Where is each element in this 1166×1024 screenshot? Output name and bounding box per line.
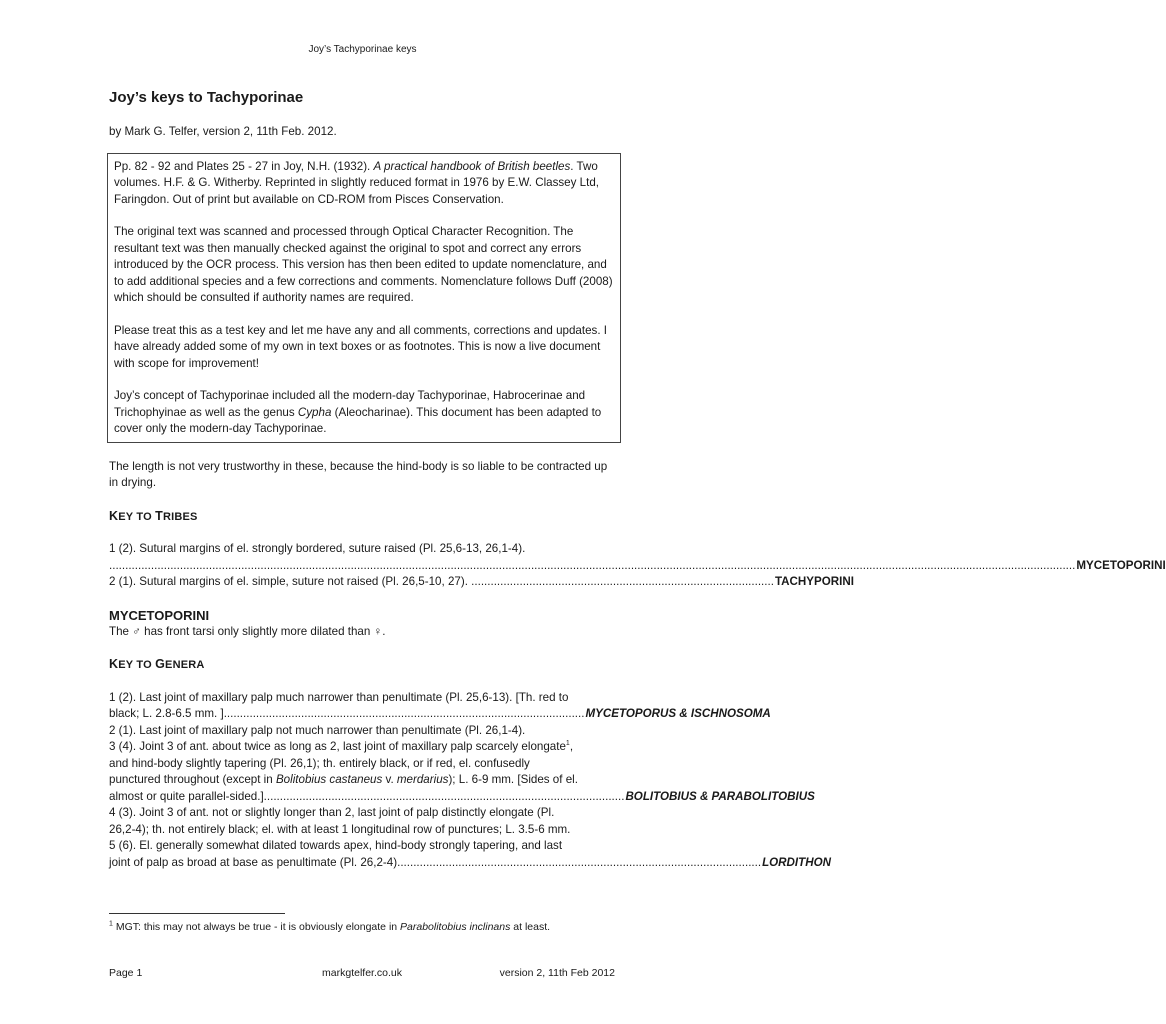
heading-cap: G [155, 657, 166, 671]
footer-version: version 2, 11th Feb 2012 [499, 967, 615, 979]
byline: by Mark G. Telfer, version 2, 11th Feb. 2012. [109, 125, 337, 138]
heading-rest: RIBES [162, 510, 198, 523]
genus-couplet-3-line-2: and hind-body slightly tapering (Pl. 26,1); th. entirely black, or if red, el. confusedly [109, 756, 530, 770]
note-text: . [382, 624, 386, 638]
couplet-text: almost or quite parallel-sided.] [109, 789, 264, 803]
genus-couplet-1-line-1: 1 (2). Last joint of maxillary palp much narrower than penultimate (Pl. 25,6-13). [Th. red to [109, 690, 569, 704]
tribe-tachyporini: TACHYPORINI [774, 575, 854, 588]
footnote-species: Parabolitobius inclinans [400, 921, 511, 933]
genus-couplet-5-line-2 [109, 855, 831, 872]
couplet-text: ); L. 6-9 mm. [Sides of el. [448, 773, 578, 786]
book-title: A practical handbook of British beetles [373, 159, 571, 173]
genus-bolitobius-parabolitobius: BOLITOBIUS & PARABOLITOBIUS [625, 789, 815, 803]
heading-cap: T [155, 508, 163, 523]
genus-couplet-3-line-4 [109, 789, 815, 806]
couplet-text: black; L. 2.8-6.5 mm. ] [109, 707, 224, 720]
leader-dots: ............................................................................................................................................................................................................................................................................................................ [109, 558, 1076, 572]
genus-mycetoporus-ischnosoma: MYCETOPORUS & ISCHNOSOMA [585, 707, 771, 720]
footnote [109, 921, 550, 933]
species-name: Bolitobius castaneus [275, 773, 383, 786]
note-text: The [109, 624, 133, 638]
genus-couplet-4-line-2: 26,2-4); th. not entirely black; el. with at least 1 longitudinal row of punctures; L. 3.5-6 mm. [109, 822, 571, 836]
key-to-tribes-heading [109, 508, 615, 526]
tribe-couplet-2 [109, 574, 854, 591]
footnote-text-rest: at least. [510, 921, 551, 933]
leader-dots: ................................................................................................................ [223, 707, 585, 720]
leader-dots: ................................................................................................................ [263, 789, 625, 803]
genus-couplet-1-line-2 [109, 706, 771, 723]
intro-paragraph: The length is not very trustworthy in these, because the hind-body is so liable to be contracted up in drying. [109, 459, 608, 489]
heading-rest: EY TO [118, 659, 156, 671]
running-header: Joy’s Tachyporinae keys [308, 44, 417, 55]
couplet-text: punctured throughout (except in [109, 773, 276, 786]
male-symbol-icon: ♂ [132, 624, 141, 638]
box-paragraph-source [114, 159, 614, 209]
genus-couplet-3-line-3 [109, 772, 615, 789]
box-paragraph-ocr: The original text was scanned and processed through Optical Character Recognition. The resultant text was then manually checked against the original to spot and correct any errors introduced by the OCR process. This version has then been edited to update nomenclature, and to add additional species and a few corrections and comments. Nomenclature follows Duff (2008) which should be consulted if authority names are required. [114, 225, 613, 304]
main-content [109, 88, 1166, 871]
footnote-divider [109, 913, 285, 914]
footer-website: markgtelfer.co.uk [322, 967, 402, 979]
footnote-ref: 1 [565, 740, 570, 748]
couplet-text: , [569, 740, 574, 753]
box-p4-text: Joy’s concept of Tachyporinae included all the modern-day Tachyporinae, Habrocerinae and Trichophyinae as well as the genus [114, 389, 586, 419]
heading-cap: K [109, 657, 119, 671]
genus-couplet-4-line-1: 4 (3). Joint 3 of ant. not or slightly longer than 2, last joint of palp distinctly elongate (Pl. [109, 806, 555, 819]
footer-page-number: Page 1 [109, 967, 143, 979]
box-p1-text: Pp. 82 - 92 and Plates 25 - 27 in Joy, N.H. (1932). [114, 159, 374, 173]
genus-couplet-3-line-1 [109, 739, 615, 756]
document-title: Joy’s keys to Tachyporinae [109, 89, 304, 106]
genus-cypha: Cypha [297, 405, 332, 419]
tribe-couplet-1-result [109, 558, 1166, 575]
mycetoporini-heading: MYCETOPORINI [109, 607, 210, 623]
tribe-couplet-1: 1 (2). Sutural margins of el. strongly bordered, suture raised (Pl. 25,6-13, 26,1-4). [109, 542, 526, 555]
info-box [107, 153, 621, 443]
couplet-text: v. [382, 773, 397, 786]
footnote-number: 1 [109, 920, 113, 928]
female-symbol-icon: ♀ [373, 624, 383, 638]
key-to-genera-heading [109, 656, 615, 674]
footnote-text: MGT: this may not always be true - it is obviously elongate in [112, 921, 401, 933]
couplet-text: 3 (4). Joint 3 of ant. about twice as long as 2, last joint of maxillary palp scarcely elongate [109, 740, 566, 753]
mycetoporini-note [109, 624, 615, 641]
genus-lordithon: LORDITHON [762, 855, 831, 869]
leader-dots: ................................................................................................................ [400, 855, 762, 869]
heading-rest: ENERA [165, 659, 205, 671]
tribe-couplet-2-text: 2 (1). Sutural margins of el. simple, suture not raised (Pl. 26,5-10, 27). [109, 575, 468, 588]
heading-cap: K [109, 508, 119, 523]
genus-couplet-2: 2 (1). Last joint of maxillary palp not much narrower than penultimate (Pl. 26,1-4). [109, 723, 526, 737]
box-p4-text-rest: (Aleocharinae). This document has been adapted to cover only the modern-day Tachyporinae. [114, 405, 602, 435]
variety-name: merdarius [396, 773, 449, 786]
genus-couplet-5-line-1: 5 (6). El. generally somewhat dilated towards apex, hind-body strongly tapering, and last [109, 839, 563, 852]
box-p1-text-rest: . Two volumes. H.F. & G. Witherby. Reprinted in slightly reduced format in 1976 by E.W. Classey Ltd, Faringdon. Out of print but available on CD-ROM from Pisces Conservation. [114, 159, 599, 206]
note-text: has front tarsi only slightly more dilated than [140, 624, 374, 638]
heading-rest: EY TO [118, 510, 156, 523]
leader-dots: .............................................................................................. [467, 575, 774, 588]
box-paragraph-test: Please treat this as a test key and let me have any and all comments, corrections and updates. I have already added some of my own in text boxes or as footnotes. This is now a live document with scope for improvement! [114, 323, 608, 370]
box-paragraph-concept [114, 388, 614, 438]
tribe-mycetoporini: MYCETOPORINI [1076, 558, 1166, 572]
couplet-text: joint of palp as broad at base as penultimate (Pl. 26,2-4). [109, 855, 401, 869]
